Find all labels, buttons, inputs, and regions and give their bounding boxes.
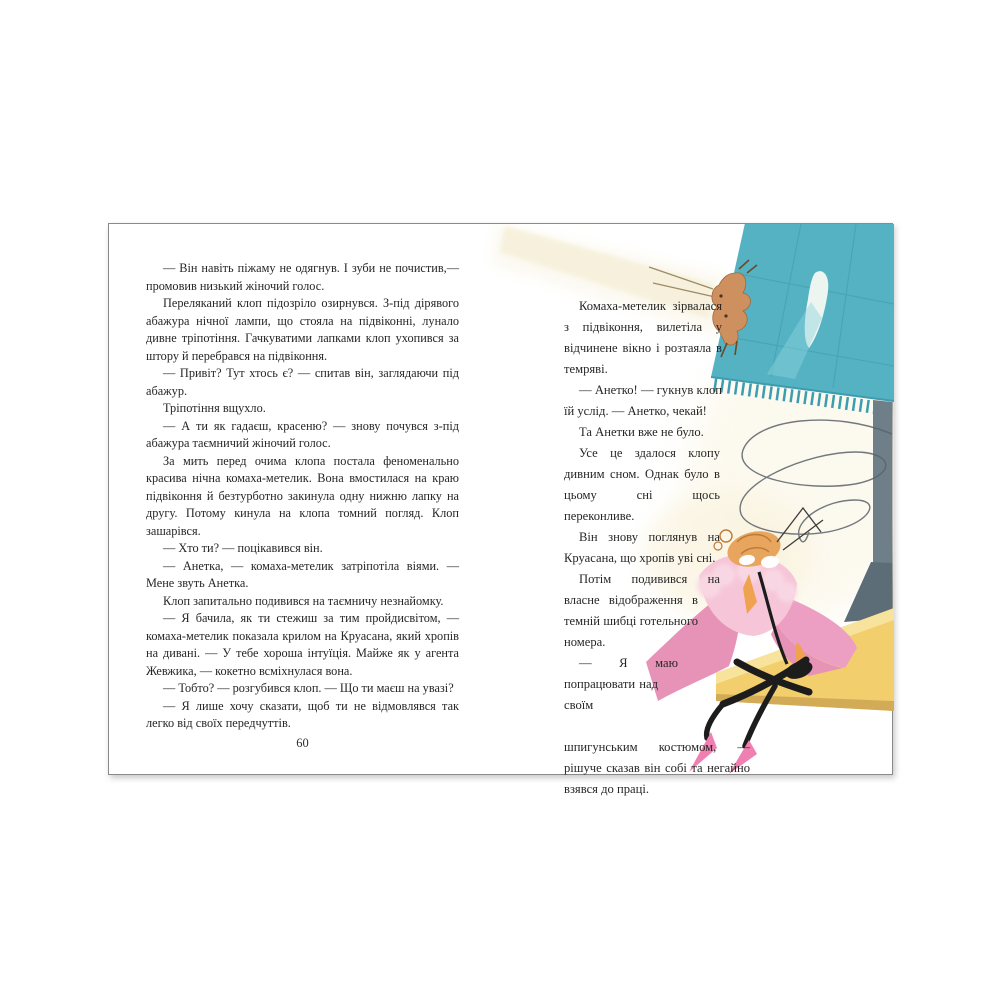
left-page-text <box>146 260 459 733</box>
text-wrap-spacer <box>720 548 750 590</box>
paragraph: — А ти як гадаєш, красеню? — знову почувся з-під абажура таємничий жіночий голос. <box>146 418 459 450</box>
paragraph: За мить перед очима клопа постала феноменально красива нічна комаха-метелик. Вона вмостилася на краю підвіконня й безтурботно закинула одну нижню лапку на другу. Потому кинула на клопа томний погляд. Клоп зашарівся. <box>146 453 459 538</box>
paragraph: Він знову поглянув на Круасана, що хропів уві сні. <box>564 530 720 565</box>
paragraph: — Тобто? — розгубився клоп. — Що ти маєш на увазі? <box>163 681 454 695</box>
paragraph: Потім подивився на власне відображення в темній шибці готельного номера. <box>564 572 720 649</box>
text-wrap-spacer <box>678 632 750 674</box>
text-wrap-spacer <box>658 674 750 716</box>
paragraph: Тріпотіння вщухло. <box>163 401 266 415</box>
page-number: 60 <box>296 736 309 750</box>
paragraph: — Я маю попрацювати над своїм шпигунським костюмом, — рішуче сказав він собі та негайно взявся до праці. <box>564 656 750 796</box>
text-wrap-spacer <box>722 296 750 422</box>
paragraph: — Хто ти? — поцікавився він. <box>163 541 323 555</box>
right-page-text <box>564 296 750 800</box>
text-wrap-spacer <box>630 716 750 737</box>
paragraph: — Привіт? Тут хтось є? — спитав він, заглядаючи під абажур. <box>146 366 459 398</box>
paragraph: — Я бачила, як ти стежиш за тим пройдисвітом, — комаха-метелик показала крилом на Круасана, який хропів на дивані. — У тебе хороша інтуїція. Майже як у агента Жевжика, — кокетно всміхнулася вона. <box>146 611 459 678</box>
paragraph: Та Анетки вже не було. <box>579 425 704 439</box>
paragraph: — Анетко! — гукнув клоп їй услід. — Анетко, чекай! <box>564 383 722 418</box>
paragraph: — Анетка, — комаха-метелик затріпотіла віями. — Мене звуть Анетка. <box>146 558 459 590</box>
text-wrap-spacer <box>698 590 750 632</box>
paragraph: — Він навіть піжаму не одягнув. І зуби не почистив,— промовив низький жіночий голос. <box>146 261 459 293</box>
book-spread <box>108 223 893 796</box>
paragraph: — Я лише хочу сказати, щоб ти не відмовлявся так легко від своїх передчуттів. <box>146 698 459 730</box>
text-wrap-spacer <box>730 506 750 548</box>
paragraph: Переляканий клоп підозріло озирнувся. З-під дірявого абажура нічної лампи, що стояла на підвіконні, лунало дивне тріпотіння. Гачкуватими лапками клоп ухопився за штору й перебрався на підвіконня. <box>146 296 459 363</box>
paragraph: Комаха-метелик зірвалася з підвіконня, вилетіла у відчинене вікно і розтаяла в темряві. <box>564 299 722 376</box>
paragraph: Клоп запитально подивився на таємничу незнайомку. <box>163 593 444 608</box>
paragraph: Усе це здалося клопу дивним сном. Однак було в цьому сні щось переконливе. <box>564 446 720 523</box>
text-wrap-spacer <box>749 422 750 506</box>
